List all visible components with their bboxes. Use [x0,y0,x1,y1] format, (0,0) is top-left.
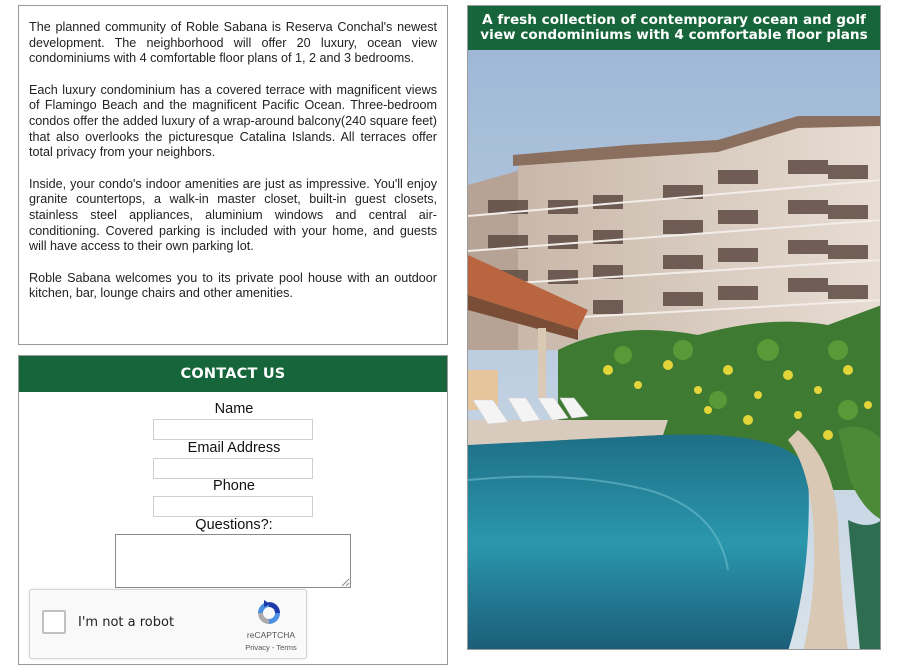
recaptcha-widget [29,589,307,659]
name-label: Name [214,401,254,417]
contact-title: CONTACT US [19,356,447,392]
promo-title: A fresh collection of contemporary ocean and golf view condominiums with 4 comfortable floor plans [468,6,880,50]
questions-textarea[interactable] [115,534,351,588]
questions-label: Questions?: [195,517,273,533]
description-paragraph-4: Roble Sabana welcomes you to its private pool house with an outdoor kitchen, bar, lounge chairs and other amenities. [29,270,437,301]
phone-input[interactable] [153,496,313,517]
phone-label: Phone [213,478,255,494]
email-label: Email Address [187,440,281,456]
description-paragraph-2: Each luxury condominium has a covered terrace with magnificent views of Flamingo Beach and the magnificent Pacific Ocean. Three-bedroom condos offer the added luxury of a wrap-around balcony(240 square feet) that also overlooks the picturesque Catalina Islands. All terraces offer total privacy from your neighbors. [29,82,437,160]
recaptcha-checkbox[interactable] [42,610,66,634]
resort-pool-photo-icon [468,50,881,650]
description-box [18,5,448,345]
resize-grip-icon[interactable] [341,578,350,587]
name-input[interactable] [153,419,313,440]
contact-form [18,355,448,665]
recaptcha-links[interactable]: Privacy - Terms [245,643,297,652]
email-input[interactable] [153,458,313,479]
promo-panel [467,5,881,650]
description-paragraph-3: Inside, your condo's indoor amenities are just as impressive. You'll enjoy granite countertops, a walk-in master closet, built-in guest closets, stainless steel appliances, aluminium windows and central air-conditioning. Covered parking is included with your home, and guests will have access to their own parking lot. [29,176,437,254]
recaptcha-label: I'm not a robot [78,615,175,630]
recaptcha-brand: reCAPTCHA [246,630,296,640]
recaptcha-logo-icon [254,598,284,628]
description-paragraph-1: The planned community of Roble Sabana is Reserva Conchal's newest development. The neighborhood will offer 20 luxury, ocean view condominiums with 4 comfortable floor plans of 1, 2 and 3 bedrooms. [29,20,437,66]
